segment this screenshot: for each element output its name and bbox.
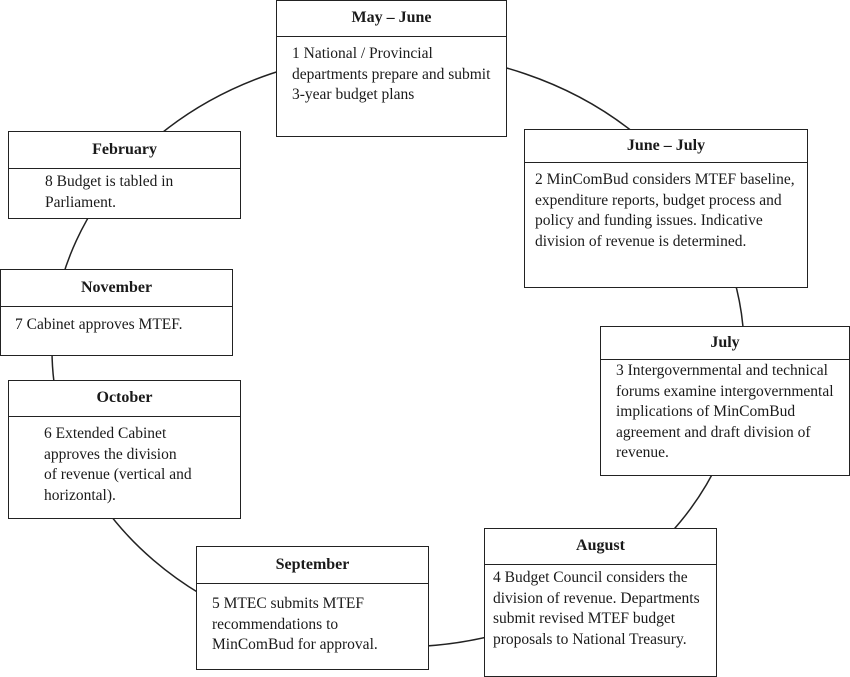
- stage-box-february: [8, 131, 241, 219]
- stage-description: 5 MTEC submits MTEF recommendations to MinComBud for approval.: [212, 595, 378, 653]
- stage-period: November: [1, 270, 232, 307]
- stage-description: 1 National / Provincial departments prepare and submit 3-year budget plans: [292, 45, 491, 103]
- stage-period: February: [9, 132, 240, 169]
- stage-period: June – July: [525, 130, 807, 163]
- stage-period: July: [601, 327, 849, 360]
- stage-description: 3 Intergovernmental and technical forums examine intergovernmental implications of MinComBud agreement and draft division of revenue.: [616, 362, 834, 461]
- stage-period: September: [197, 547, 428, 584]
- stage-box-november: [0, 269, 233, 356]
- stage-box-september: [196, 546, 429, 670]
- stage-box-may-june: [276, 0, 507, 137]
- stage-period: May – June: [277, 1, 506, 37]
- stage-description: 6 Extended Cabinet approves the division of revenue (vertical and horizontal).: [44, 425, 192, 504]
- stage-description: 4 Budget Council considers the division of revenue. Departments submit revised MTEF budget proposals to National Treasury.: [493, 569, 700, 648]
- stage-description: 8 Budget is tabled in Parliament.: [45, 173, 174, 211]
- stage-description: 7 Cabinet approves MTEF.: [15, 316, 183, 333]
- stage-box-july: [600, 326, 850, 476]
- stage-description: 2 MinComBud considers MTEF baseline, expenditure reports, budget process and policy and funding issues. Indicative division of revenue is determined.: [535, 171, 795, 250]
- stage-box-october: [8, 380, 241, 519]
- stage-period: October: [9, 381, 240, 417]
- stage-box-august: [484, 528, 717, 677]
- stage-box-june-july: [524, 129, 808, 288]
- stage-period: August: [485, 529, 716, 565]
